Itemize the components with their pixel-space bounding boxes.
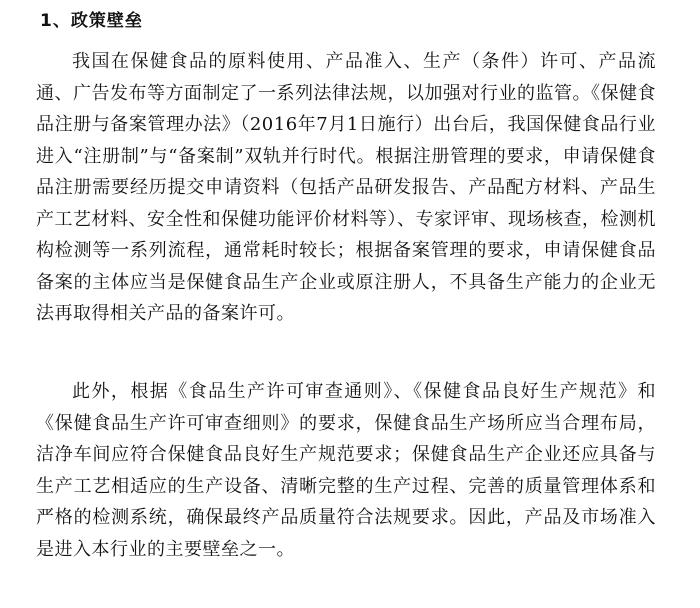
paragraph-production-requirements: 此外，根据《食品生产许可审查通则》、《保健食品良好生产规范》和《保健食品生产许可审查细则》的要求，保健食品生产场所应当合理布局，洁净车间应符合保健食品良好生产规范要求；保健食品生产企业还应具备与生产工艺相适应的生产设备、清晰完整的生产过程、完善的质量管理体系和严格的检测系统，确保最终产品质量符合法规要求。因此，产品及市场准入是进入本行业的主要壁垒之一。 — [36, 381, 656, 560]
section-heading: 1、政策壁垒 — [40, 11, 143, 31]
paragraph-policy-regulation: 我国在保健食品的原料使用、产品准入、生产（条件）许可、产品流通、广告发布等方面制定了一系列法律法规，以加强对行业的监管。《保健食品注册与备案管理办法》（2016年7月1日施行）出台后，我国保健食品行业进入“注册制”与“备案制”双轨并行时代。根据注册管理的要求，申请保健食品注册需要经历提交申请资料（包括产品研发报告、产品配方材料、产品生产工艺材料、安全性和保健功能评价材料等）、专家评审、现场核查，检测机构检测等一系列流程，通常耗时较长；根据备案管理的要求，申请保健食品备案的主体应当是保健食品生产企业或原注册人，不具备生产能力的企业无法再取得相关产品的备案许可。 — [36, 51, 656, 324]
